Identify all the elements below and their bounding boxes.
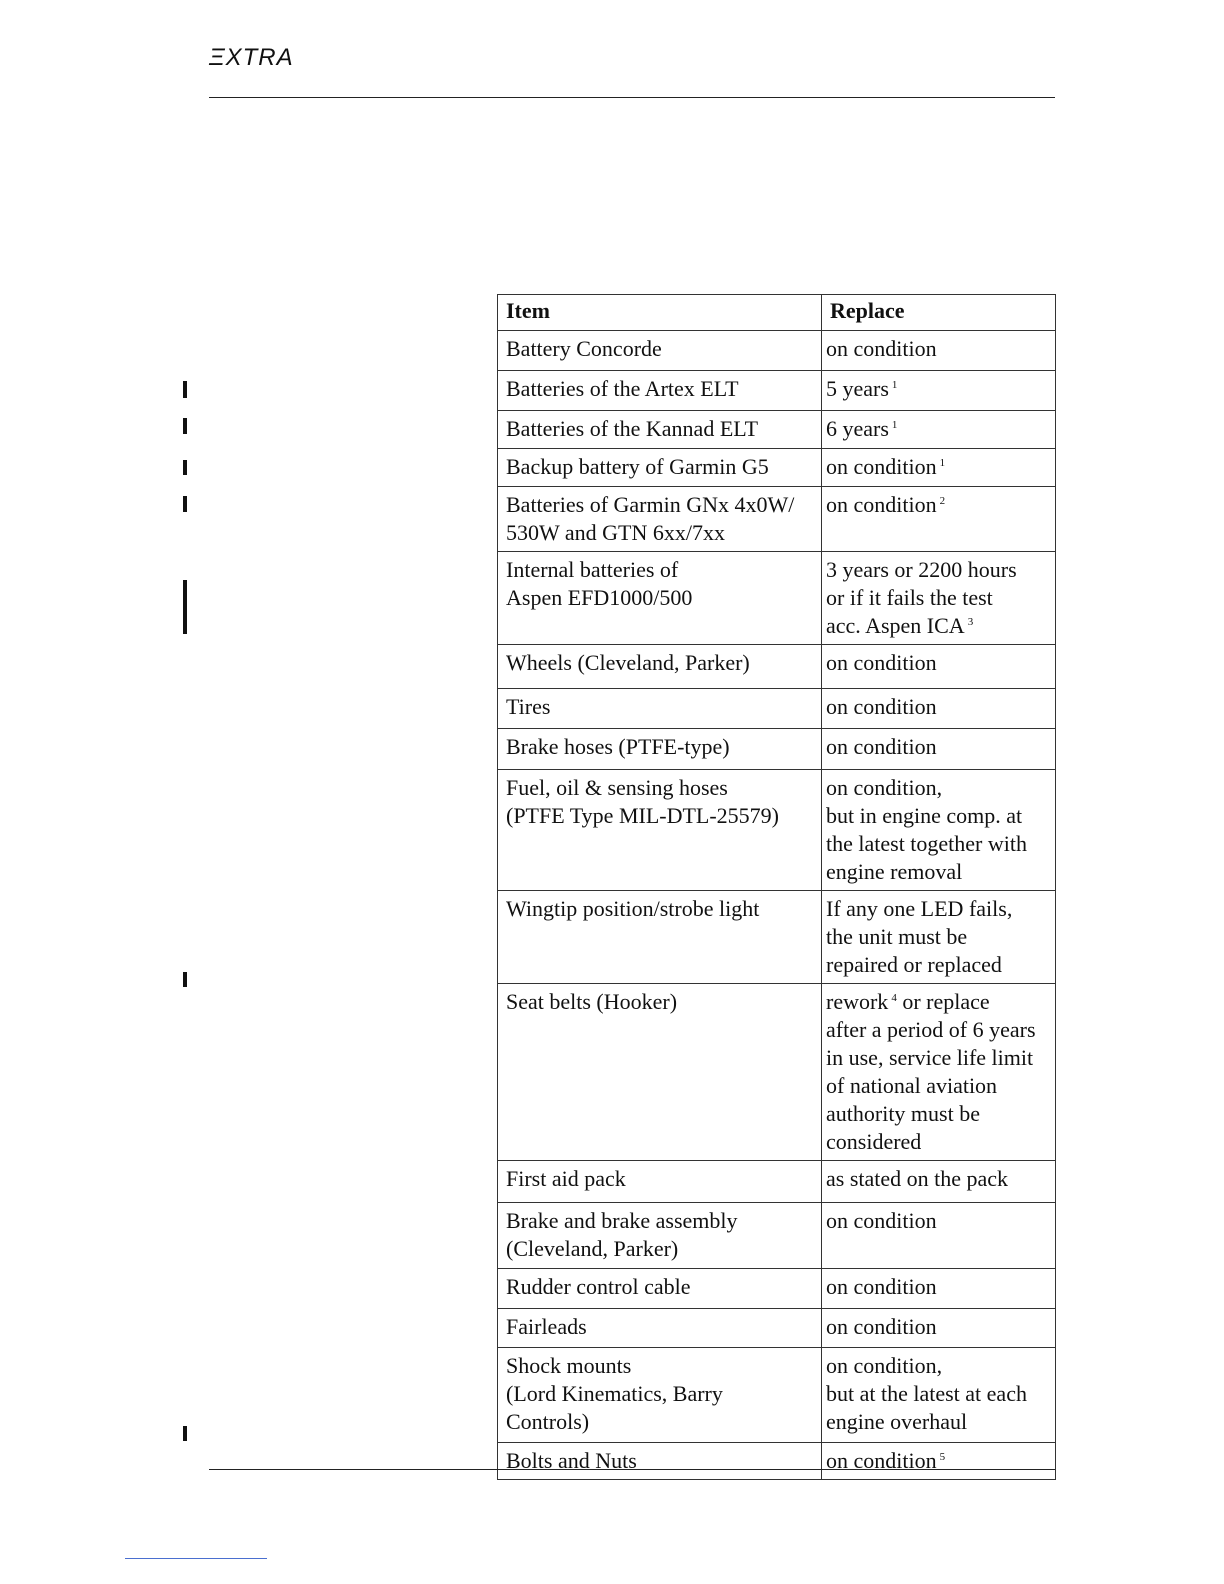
table-row — [498, 645, 1056, 689]
item-text: Fairleads — [506, 1314, 587, 1339]
replace-cell — [822, 449, 1056, 487]
replace-cell — [822, 770, 1056, 891]
table-row — [498, 1443, 1056, 1480]
item-cell — [498, 1443, 822, 1480]
change-bar — [183, 972, 187, 987]
change-bar — [183, 1426, 187, 1441]
item-text: Brake and brake assembly (Cleveland, Parker) — [506, 1208, 738, 1261]
replace-cell — [822, 984, 1056, 1161]
table-row — [498, 729, 1056, 770]
replace-cell — [822, 1203, 1056, 1269]
replace-text: on condition — [826, 734, 937, 759]
change-bar — [183, 580, 187, 634]
table-row — [498, 984, 1056, 1161]
replace-text: on condition — [826, 336, 937, 361]
footer-link-underline — [125, 1558, 267, 1559]
replace-text: 5 years — [826, 376, 889, 401]
replace-text: on condition, but in engine comp. at the latest together with engine removal — [826, 775, 1027, 884]
replace-cell — [822, 552, 1056, 645]
replace-cell — [822, 371, 1056, 411]
item-text: Fuel, oil & sensing hoses (PTFE Type MIL-DTL-25579) — [506, 775, 780, 828]
item-text: Shock mounts (Lord Kinematics, Barry Controls) — [506, 1353, 723, 1434]
item-cell — [498, 552, 822, 645]
table-row — [498, 449, 1056, 487]
replace-text: on condition — [826, 694, 937, 719]
replace-cell — [822, 1443, 1056, 1480]
item-text: Bolts and Nuts — [506, 1448, 637, 1473]
item-text: Tires — [506, 694, 551, 719]
column-header-item: Item — [498, 295, 822, 331]
footnote-ref: 2 — [939, 494, 946, 507]
replace-text-prefix: rework — [826, 989, 889, 1014]
change-bar — [183, 460, 187, 475]
replace-text: on condition — [826, 492, 937, 517]
item-cell — [498, 1269, 822, 1309]
replace-text: 3 years or 2200 hours or if it fails the test acc. Aspen ICA — [826, 557, 1017, 638]
item-text: Backup battery of Garmin G5 — [506, 454, 769, 479]
replace-text: on condition — [826, 1314, 937, 1339]
table-row — [498, 1309, 1056, 1348]
footnote-ref: 4 — [891, 991, 897, 1004]
replacement-table — [497, 294, 1056, 1480]
item-text: Seat belts (Hooker) — [506, 989, 678, 1014]
item-text: Rudder control cable — [506, 1274, 691, 1299]
item-cell — [498, 1348, 822, 1443]
table-row — [498, 1269, 1056, 1309]
footnote-ref: 1 — [891, 418, 898, 431]
table-row — [498, 1161, 1056, 1203]
item-cell — [498, 1161, 822, 1203]
item-cell — [498, 1203, 822, 1269]
item-text: Wingtip position/strobe light — [506, 896, 760, 921]
item-cell — [498, 371, 822, 411]
item-cell — [498, 689, 822, 729]
replace-cell — [822, 645, 1056, 689]
table-row — [498, 1203, 1056, 1269]
item-text: Batteries of Garmin GNx 4x0W/ 530W and GTN 6xx/7xx — [506, 492, 795, 545]
table-header-row — [498, 295, 1056, 331]
replace-cell — [822, 1161, 1056, 1203]
replace-text: on condition — [826, 650, 937, 675]
item-text: Wheels (Cleveland, Parker) — [506, 650, 750, 675]
footnote-ref: 3 — [967, 615, 974, 628]
replace-text: on condition — [826, 1208, 937, 1233]
item-text: Brake hoses (PTFE-type) — [506, 734, 730, 759]
replace-cell — [822, 411, 1056, 449]
replace-cell — [822, 689, 1056, 729]
change-bar — [183, 496, 187, 512]
item-cell — [498, 1309, 822, 1348]
replace-text: on condition — [826, 454, 937, 479]
item-text: Battery Concorde — [506, 336, 662, 361]
replace-text: If any one LED fails, the unit must be repaired or replaced — [826, 896, 1013, 977]
table-row — [498, 770, 1056, 891]
replace-cell — [822, 729, 1056, 770]
item-cell — [498, 984, 822, 1161]
replace-text: on condition, but at the latest at each engine overhaul — [826, 1353, 1027, 1434]
table-row — [498, 487, 1056, 552]
column-header-replace: Replace — [822, 295, 1056, 331]
replace-cell — [822, 891, 1056, 984]
item-cell — [498, 331, 822, 371]
table-row — [498, 371, 1056, 411]
replace-cell — [822, 487, 1056, 552]
replace-text: as stated on the pack — [826, 1166, 1009, 1191]
replace-text: or replace after a period of 6 years in use, service life limit of national aviation authority must be considered — [826, 989, 1036, 1154]
table-row — [498, 891, 1056, 984]
replace-cell — [822, 1269, 1056, 1309]
replace-text: on condition — [826, 1448, 937, 1473]
footnote-ref: 1 — [891, 378, 898, 391]
replace-cell — [822, 1309, 1056, 1348]
item-cell — [498, 770, 822, 891]
item-cell — [498, 411, 822, 449]
change-bar — [183, 418, 187, 434]
table-row — [498, 1348, 1056, 1443]
footnote-ref: 5 — [939, 1450, 946, 1463]
footer-rule — [209, 1469, 1055, 1470]
item-text: First aid pack — [506, 1166, 626, 1191]
replace-text: 6 years — [826, 416, 889, 441]
replace-text: on condition — [826, 1274, 937, 1299]
item-text: Batteries of the Artex ELT — [506, 376, 739, 401]
item-cell — [498, 645, 822, 689]
table-row — [498, 411, 1056, 449]
item-cell — [498, 449, 822, 487]
table-body — [498, 331, 1056, 1480]
item-cell — [498, 729, 822, 770]
item-text: Internal batteries of Aspen EFD1000/500 — [506, 557, 693, 610]
table-row — [498, 331, 1056, 371]
item-cell — [498, 487, 822, 552]
replace-cell — [822, 1348, 1056, 1443]
item-text: Batteries of the Kannad ELT — [506, 416, 759, 441]
table-row — [498, 689, 1056, 729]
replace-cell — [822, 331, 1056, 371]
change-bar — [183, 381, 187, 398]
extra-logo: ΞXTRA — [209, 44, 294, 71]
footnote-ref: 1 — [939, 456, 946, 469]
table-row — [498, 552, 1056, 645]
item-cell — [498, 891, 822, 984]
header-rule — [209, 97, 1055, 98]
